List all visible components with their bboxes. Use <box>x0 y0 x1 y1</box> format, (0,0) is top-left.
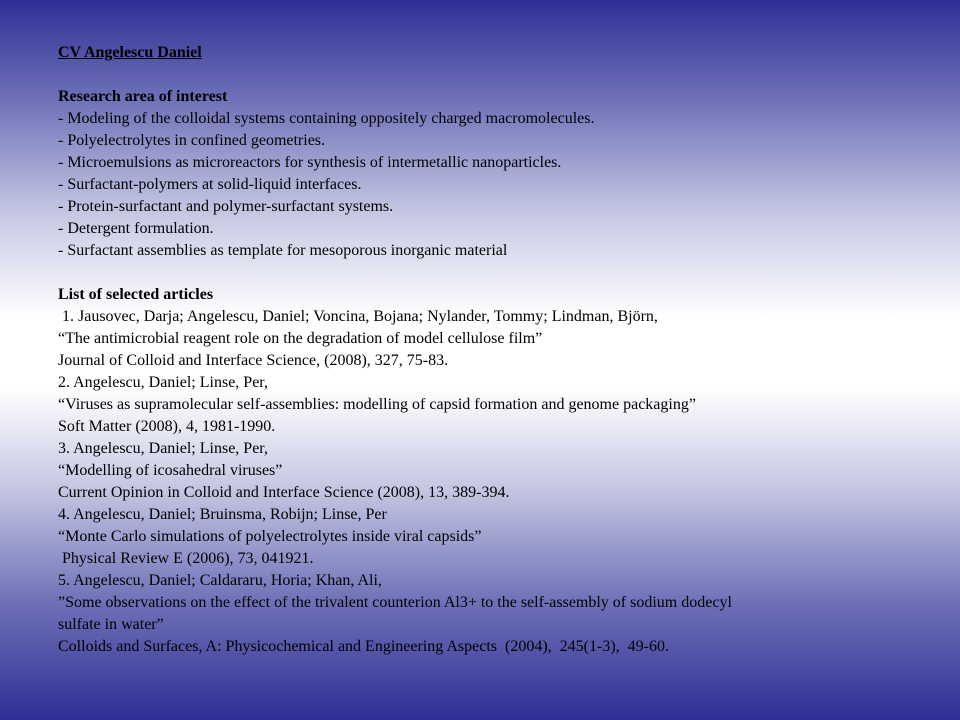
article-line: Colloids and Surfaces, A: Physicochemical and Engineering Aspects (2004), 245(1-3), 49-60. <box>58 638 669 655</box>
spacer <box>58 262 938 284</box>
article-line: Journal of Colloid and Interface Science, (2008), 327, 75-83. <box>58 352 449 369</box>
article-line: “Viruses as supramolecular self-assemblies: modelling of capsid formation and genome packaging” <box>58 396 696 413</box>
article-line: 4. Angelescu, Daniel; Bruinsma, Robijn; Linse, Per <box>58 506 387 523</box>
research-item: - Microemulsions as microreactors for synthesis of intermetallic nanoparticles. <box>58 154 562 171</box>
article-line: sulfate in water” <box>58 616 164 633</box>
cv-content <box>58 42 938 658</box>
research-item: - Modeling of the colloidal systems containing oppositely charged macromolecules. <box>58 110 595 127</box>
article-line: 1. Jausovec, Darja; Angelescu, Daniel; Voncina, Bojana; Nylander, Tommy; Lindman, Björn, <box>58 308 658 325</box>
research-item: - Polyelectrolytes in confined geometries. <box>58 132 326 149</box>
article-line: Current Opinion in Colloid and Interface Science (2008), 13, 389-394. <box>58 484 510 501</box>
article-line: “The antimicrobial reagent role on the degradation of model cellulose film” <box>58 330 543 347</box>
article-line: “Monte Carlo simulations of polyelectrolytes inside viral capsids” <box>58 528 482 545</box>
research-heading: Research area of interest <box>58 88 228 105</box>
research-item: - Surfactant-polymers at solid-liquid interfaces. <box>58 176 362 193</box>
research-item: - Protein-surfactant and polymer-surfactant systems. <box>58 198 394 215</box>
article-line: 5. Angelescu, Daniel; Caldararu, Horia; Khan, Ali, <box>58 572 382 589</box>
cv-title: CV Angelescu Daniel <box>58 44 202 61</box>
article-line: Soft Matter (2008), 4, 1981-1990. <box>58 418 276 435</box>
articles-heading: List of selected articles <box>58 286 214 303</box>
research-item: - Detergent formulation. <box>58 220 214 237</box>
research-item: - Surfactant assemblies as template for mesoporous inorganic material <box>58 242 508 259</box>
article-line: ”Some observations on the effect of the trivalent counterion Al3+ to the self-assembly of sodium dodecyl <box>58 594 732 611</box>
spacer <box>58 64 938 86</box>
article-line: 2. Angelescu, Daniel; Linse, Per, <box>58 374 268 391</box>
article-line: Physical Review E (2006), 73, 041921. <box>58 550 314 567</box>
article-line: 3. Angelescu, Daniel; Linse, Per, <box>58 440 268 457</box>
article-line: “Modelling of icosahedral viruses” <box>58 462 283 479</box>
